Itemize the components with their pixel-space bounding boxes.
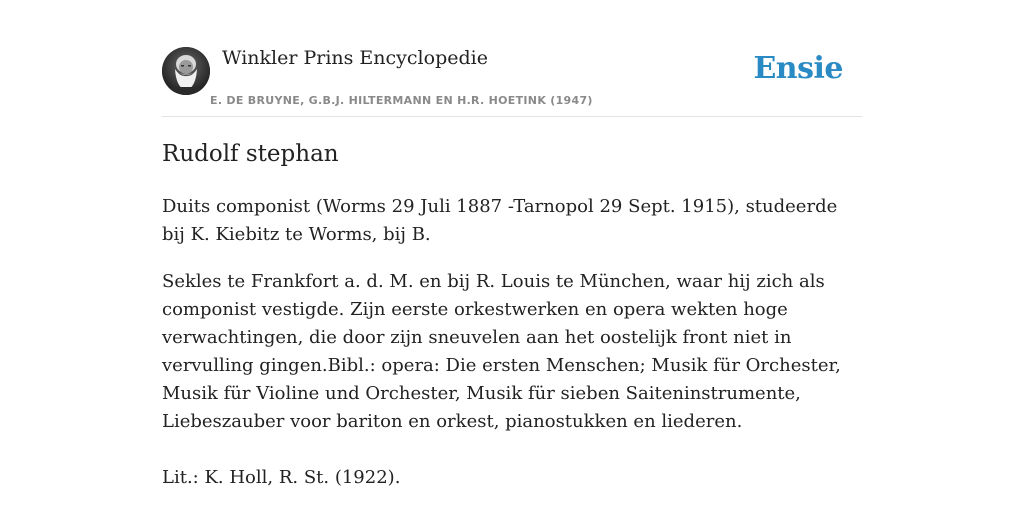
article-paragraph: Duits componist (Worms 29 Juli 1887 -Tarnopol 29 Sept. 1915), studeerde bij K. Kiebitz te Worms, bij B.	[162, 196, 838, 245]
author-avatar[interactable]	[162, 47, 210, 95]
article-paragraph: Sekles te Frankfort a. d. M. en bij R. Louis te München, waar hij zich als componist vestigde. Zijn eerste orkestwerken en opera wekten hoge verwachtingen, die door zijn sneuvelen aan het oostelijk front niet in vervulling gingen.Bibl.: opera: Die ersten Menschen; Musik für Orchester, Musik für Violine und Orchester, Musik für sieben Saiteninstrumente, Liebeszauber voor bariton en orkest, pianostukken en liederen.	[162, 271, 841, 432]
source-header	[162, 0, 862, 117]
bearded-man-portrait-icon	[162, 47, 210, 95]
ensie-logo-link[interactable]: Ensie	[753, 51, 843, 86]
article-literature: Lit.: K. Holl, R. St. (1922).	[162, 467, 401, 488]
article-title: Rudolf stephan	[162, 141, 339, 167]
source-authors: E. DE BRUYNE, G.B.J. HILTERMANN EN H.R. HOETINK (1947)	[210, 94, 593, 107]
article	[162, 138, 862, 492]
source-title[interactable]: Winkler Prins Encyclopedie	[222, 47, 488, 69]
